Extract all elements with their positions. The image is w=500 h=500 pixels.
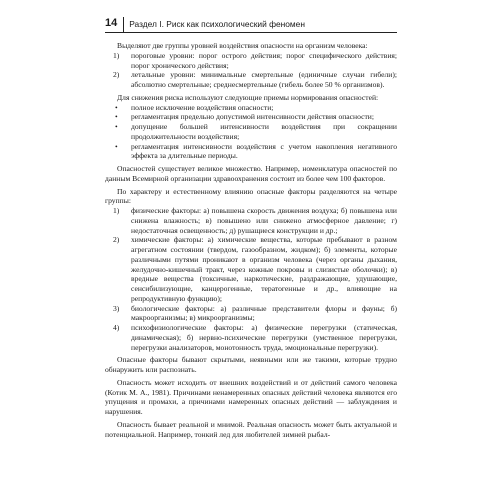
list-item-text: регламентация предельно допустимой интенсивности действия опасности; [131, 112, 374, 122]
list-item [105, 304, 397, 324]
list-number: 1) [113, 50, 120, 60]
paragraph: Опасные факторы бывают скрытыми, неявными или же такими, которые трудно обнаружить или распознать. [105, 355, 397, 374]
paragraph: Опасностей существует великое множество. Например, номенклатура опасностей по данным Всемирной организации здравоохранения состоит из более чем 100 факторов. [105, 164, 397, 183]
list-item [105, 323, 397, 352]
list-number: 4) [113, 323, 120, 332]
list-item [105, 103, 397, 113]
list-item-text: физические факторы: а) повышена скорость движения воздуха; б) повышена или снижена влажность; в) повышено или снижено атмосферное давление; г) недостаточная освещенность; д) рушащиеся конструкции и др.; [131, 206, 397, 235]
list-item-text: допущение большей интенсивности воздействия при сокращении продолжительности воздействия; [131, 122, 397, 141]
paragraph: По характеру и естественному влиянию опасные факторы разделяются на четыре группы: [105, 186, 397, 206]
list-number: 2) [113, 235, 120, 245]
paragraph: Для снижения риска используют следующие приемы нормирования опасностей: [117, 92, 379, 102]
header-divider [123, 17, 124, 32]
body-text [105, 41, 397, 439]
list-item [105, 142, 397, 162]
numbered-list [105, 206, 397, 352]
list-item [105, 122, 397, 142]
numbered-list [105, 51, 397, 90]
list-item-text: химические факторы: а) химические вещества, которые пребывают в разном агрегатном состоянии (твердом, газообразном, жидком); б) элементы, которые различными путями проникают в организм человека (через органы дыхания, желудочно-кишечный тракт, через кожные покровы и слизистые оболочки); в) вредные вещества (токсичные, наркотические, раздражающие, удушающие, сенсибилизующие, канцерогенные, тератогенные и др., влияющие на репродуктивную функцию); [131, 235, 397, 303]
bullet-marker: • [115, 122, 118, 131]
list-item [105, 206, 397, 235]
bullet-marker: • [115, 102, 118, 112]
list-item [105, 51, 397, 71]
list-item-text: летальные уровни: минимальные смертельные (единичные случаи гибели); абсолютно смертельные; среднесмертельные (гибель более 50 % организмов). [131, 70, 397, 89]
bullet-marker: • [115, 141, 118, 151]
bulleted-list [105, 103, 397, 162]
paragraph: Опасность может исходить от внешних воздействий и от действий самого человека (Котик М. А., 1981). Причинами ненамеренных опасных действий человека являются его упущения и промахи, а причинами намеренных опасных действий — заблуждения и нарушения. [105, 377, 397, 416]
list-item [105, 235, 397, 303]
list-number: 1) [113, 206, 120, 215]
list-item-text: пороговые уровни: порог острого действия; порог специфического действия; порог хронического действия; [131, 50, 397, 70]
list-item [105, 70, 397, 90]
list-item-text: биологические факторы: а) различные представители флоры и фауны; б) макроорганизмы; в) микроорганизмы; [131, 303, 397, 323]
page-number: 14 [105, 17, 118, 29]
list-item [105, 112, 397, 122]
paragraph: Выделяют две группы уровней воздействия опасности на организм человека: [117, 41, 368, 50]
list-item-text: полное исключение воздействия опасности; [131, 102, 274, 112]
list-item-text: психофизиологические факторы: а) физические перегрузки (статическая, динамическая); б) нервно-психические перегрузки (умственное перегрузки, перегрузки анализаторов, монотонность труда, эмоциональные перегрузки). [131, 323, 397, 352]
bullet-marker: • [115, 112, 118, 122]
list-number: 2) [113, 70, 120, 80]
list-number: 3) [113, 303, 120, 313]
chapter-title: Раздел I. Риск как психологический феномен [129, 19, 305, 29]
running-header [105, 12, 397, 33]
paragraph: Опасность бывает реальной и мнимой. Реальная опасность может быть актуальной и потенциальной. Например, тонкий лед для любителей зимней рыбал- [105, 419, 397, 439]
list-item-text: регламентация интенсивности воздействия с учетом накопления негативного эффекта за длительные периоды. [131, 141, 397, 161]
